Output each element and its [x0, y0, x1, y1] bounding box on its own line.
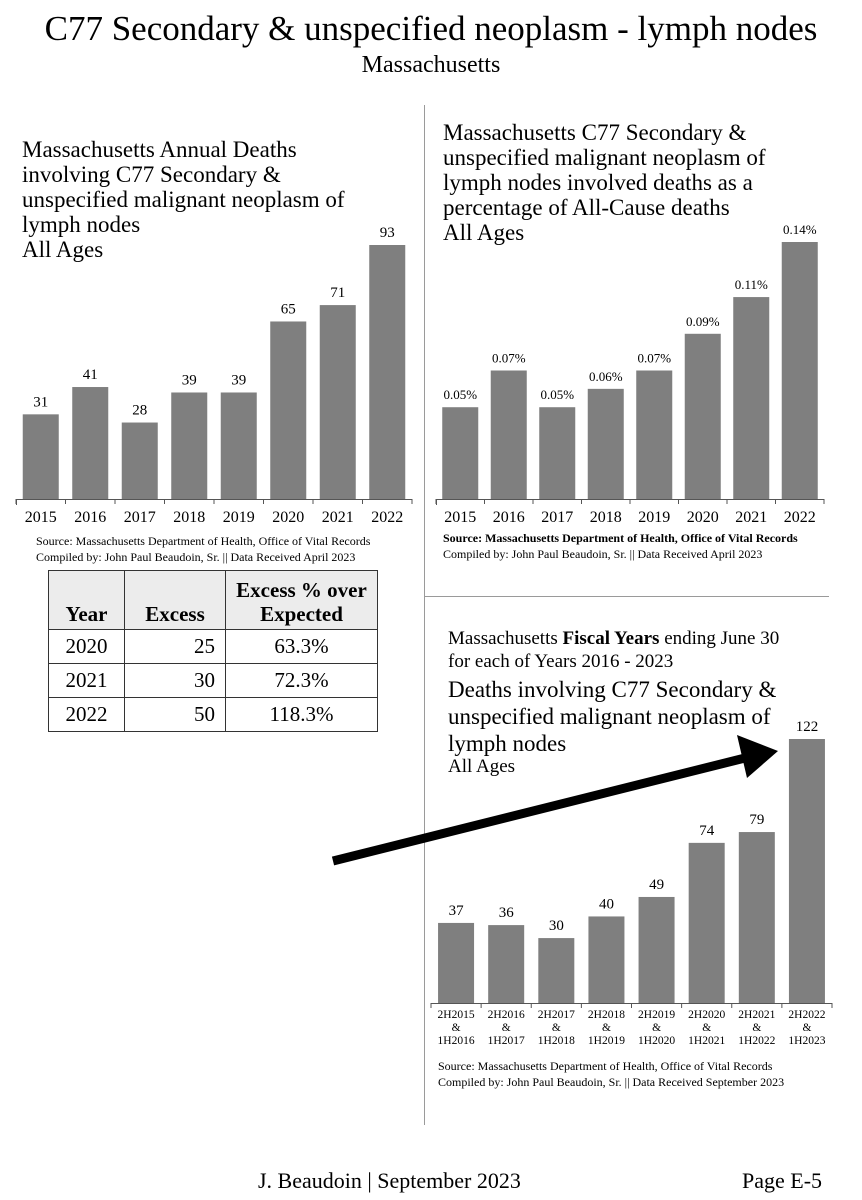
bar	[538, 938, 574, 1003]
tick-label: 2016	[492, 509, 525, 526]
tick-label: 1H2023	[788, 1035, 826, 1047]
header-excess-pct: Excess % over Expected	[226, 571, 378, 630]
data-label: 93	[379, 225, 395, 241]
tick-label: 2017	[541, 509, 574, 526]
header-year: Year	[49, 571, 125, 630]
annotation-arrow-head	[737, 735, 778, 778]
chart3-title-bold: Fiscal Years	[562, 628, 660, 649]
data-label: 0.11%	[734, 277, 768, 293]
annotation-arrow-shaft	[333, 758, 745, 861]
chart1-title: Massachusetts Annual Deaths involving C77 Secondary & unspecified malignant neoplasm of lymph nodes All Ages	[22, 137, 345, 262]
chart3-subtitle: All Ages	[448, 756, 516, 777]
chart1-source: Source: Massachusetts Department of Health, Office of Vital Records Compiled by: John Paul Beaudoin, Sr. || Data Received April 2023	[36, 534, 371, 564]
tick-label: 2H2022	[788, 1009, 826, 1021]
data-label: 37	[448, 902, 464, 919]
tick-label: 2H2019	[638, 1009, 676, 1021]
data-label: 74	[699, 822, 715, 839]
tick-label: &	[652, 1022, 662, 1034]
tick-label: 2020	[686, 509, 719, 526]
data-label: 0.09%	[685, 313, 720, 329]
bar	[438, 923, 474, 1003]
bar	[689, 843, 725, 1003]
data-label: 39	[181, 372, 197, 389]
page-subtitle: Massachusetts	[361, 52, 501, 78]
cell-excess-pct: 63.3%	[226, 630, 378, 664]
chart3-source: Source: Massachusetts Department of Health, Office of Vital Records Compiled by: John Paul Beaudoin, Sr. || Data Received September 2023	[438, 1059, 785, 1089]
data-label: 39	[231, 372, 247, 389]
tick-label: &	[551, 1022, 561, 1034]
tick-label: 2H2016	[487, 1009, 525, 1021]
cell-excess-pct: 72.3%	[226, 664, 378, 698]
data-label: 122	[795, 719, 819, 735]
tick-label: 2H2015	[437, 1009, 475, 1021]
bar	[588, 916, 624, 1003]
tick-label: 2017	[123, 509, 156, 526]
tick-label: &	[702, 1022, 712, 1034]
cell-year: 2021	[49, 664, 125, 698]
data-label: 31	[33, 394, 49, 411]
bar	[789, 739, 825, 1003]
tick-label: 2H2018	[587, 1009, 625, 1021]
tick-label: 2019	[222, 509, 255, 526]
cell-excess: 25	[125, 630, 226, 664]
chart3-title-line2: for each of Years 2016 - 2023	[448, 651, 674, 672]
tick-label: 2020	[272, 509, 305, 526]
tick-label: 2015	[24, 509, 57, 526]
tick-label: 2H2021	[738, 1009, 776, 1021]
chart2-compiled-by: Compiled by: John Paul Beaudoin, Sr. || Data Received April 2023	[443, 547, 763, 561]
tick-label: 1H2016	[437, 1035, 475, 1047]
chart3-title-pre: Massachusetts	[448, 628, 563, 649]
tick-label: 2016	[74, 509, 107, 526]
bar	[488, 925, 524, 1003]
tick-label: &	[752, 1022, 762, 1034]
tick-label: 2H2020	[688, 1009, 726, 1021]
tick-label: 2022	[371, 509, 404, 526]
data-label: 0.05%	[443, 387, 478, 403]
tick-label: 1H2019	[587, 1035, 625, 1047]
data-label: 49	[649, 876, 665, 893]
data-label: 41	[82, 367, 98, 384]
data-label: 40	[598, 896, 614, 913]
data-label: 0.06%	[588, 368, 623, 384]
tick-label: &	[802, 1022, 812, 1034]
tick-label: 1H2022	[738, 1035, 776, 1047]
footer-author: J. Beaudoin | September 2023	[258, 1168, 521, 1193]
tick-label: 1H2021	[688, 1035, 726, 1047]
cell-excess: 50	[125, 698, 226, 732]
cell-year: 2022	[49, 698, 125, 732]
footer-page-number: Page E-5	[742, 1168, 823, 1193]
tick-label: &	[451, 1022, 461, 1034]
tick-label: 2H2017	[537, 1009, 575, 1021]
data-label: 0.07%	[491, 350, 526, 366]
data-label: 0.14%	[782, 222, 817, 237]
data-label: 30	[548, 918, 564, 935]
tick-label: 1H2017	[487, 1035, 525, 1047]
data-label: 0.07%	[637, 350, 672, 366]
chart2-title: Massachusetts C77 Secondary & unspecified malignant neoplasm of lymph nodes involved deaths as a percentage of All-Cause deaths All Ages	[443, 120, 766, 245]
data-label: 28	[132, 402, 148, 419]
cell-year: 2020	[49, 630, 125, 664]
tick-label: 1H2018	[537, 1035, 575, 1047]
tick-label: &	[501, 1022, 511, 1034]
tick-label: 2018	[173, 509, 206, 526]
chart3-title-post: ending June 30	[659, 628, 780, 649]
data-label: 79	[749, 812, 765, 829]
tick-label: 2019	[638, 509, 671, 526]
page-title: C77 Secondary & unspecified neoplasm - lymph nodes	[44, 9, 818, 48]
tick-label: 1H2020	[638, 1035, 676, 1047]
cell-excess: 30	[125, 664, 226, 698]
data-label: 71	[330, 285, 346, 302]
tick-label: 2018	[589, 509, 622, 526]
bar	[739, 832, 775, 1003]
tick-label: &	[601, 1022, 611, 1034]
data-label: 36	[498, 905, 514, 922]
tick-label: 2022	[783, 509, 816, 526]
cell-excess-pct: 118.3%	[226, 698, 378, 732]
data-label: 0.05%	[540, 387, 575, 403]
tick-label: 2021	[321, 509, 354, 526]
tick-label: 2015	[444, 509, 477, 526]
header-excess: Excess	[125, 571, 226, 630]
chart3-title: Deaths involving C77 Secondary & unspecified malignant neoplasm of lymph nodes	[448, 677, 777, 756]
data-label: 65	[280, 301, 296, 318]
tick-label: 2021	[735, 509, 768, 526]
bar	[639, 897, 675, 1003]
chart2-source: Source: Massachusetts Department of Health, Office of Vital Records	[443, 531, 798, 545]
